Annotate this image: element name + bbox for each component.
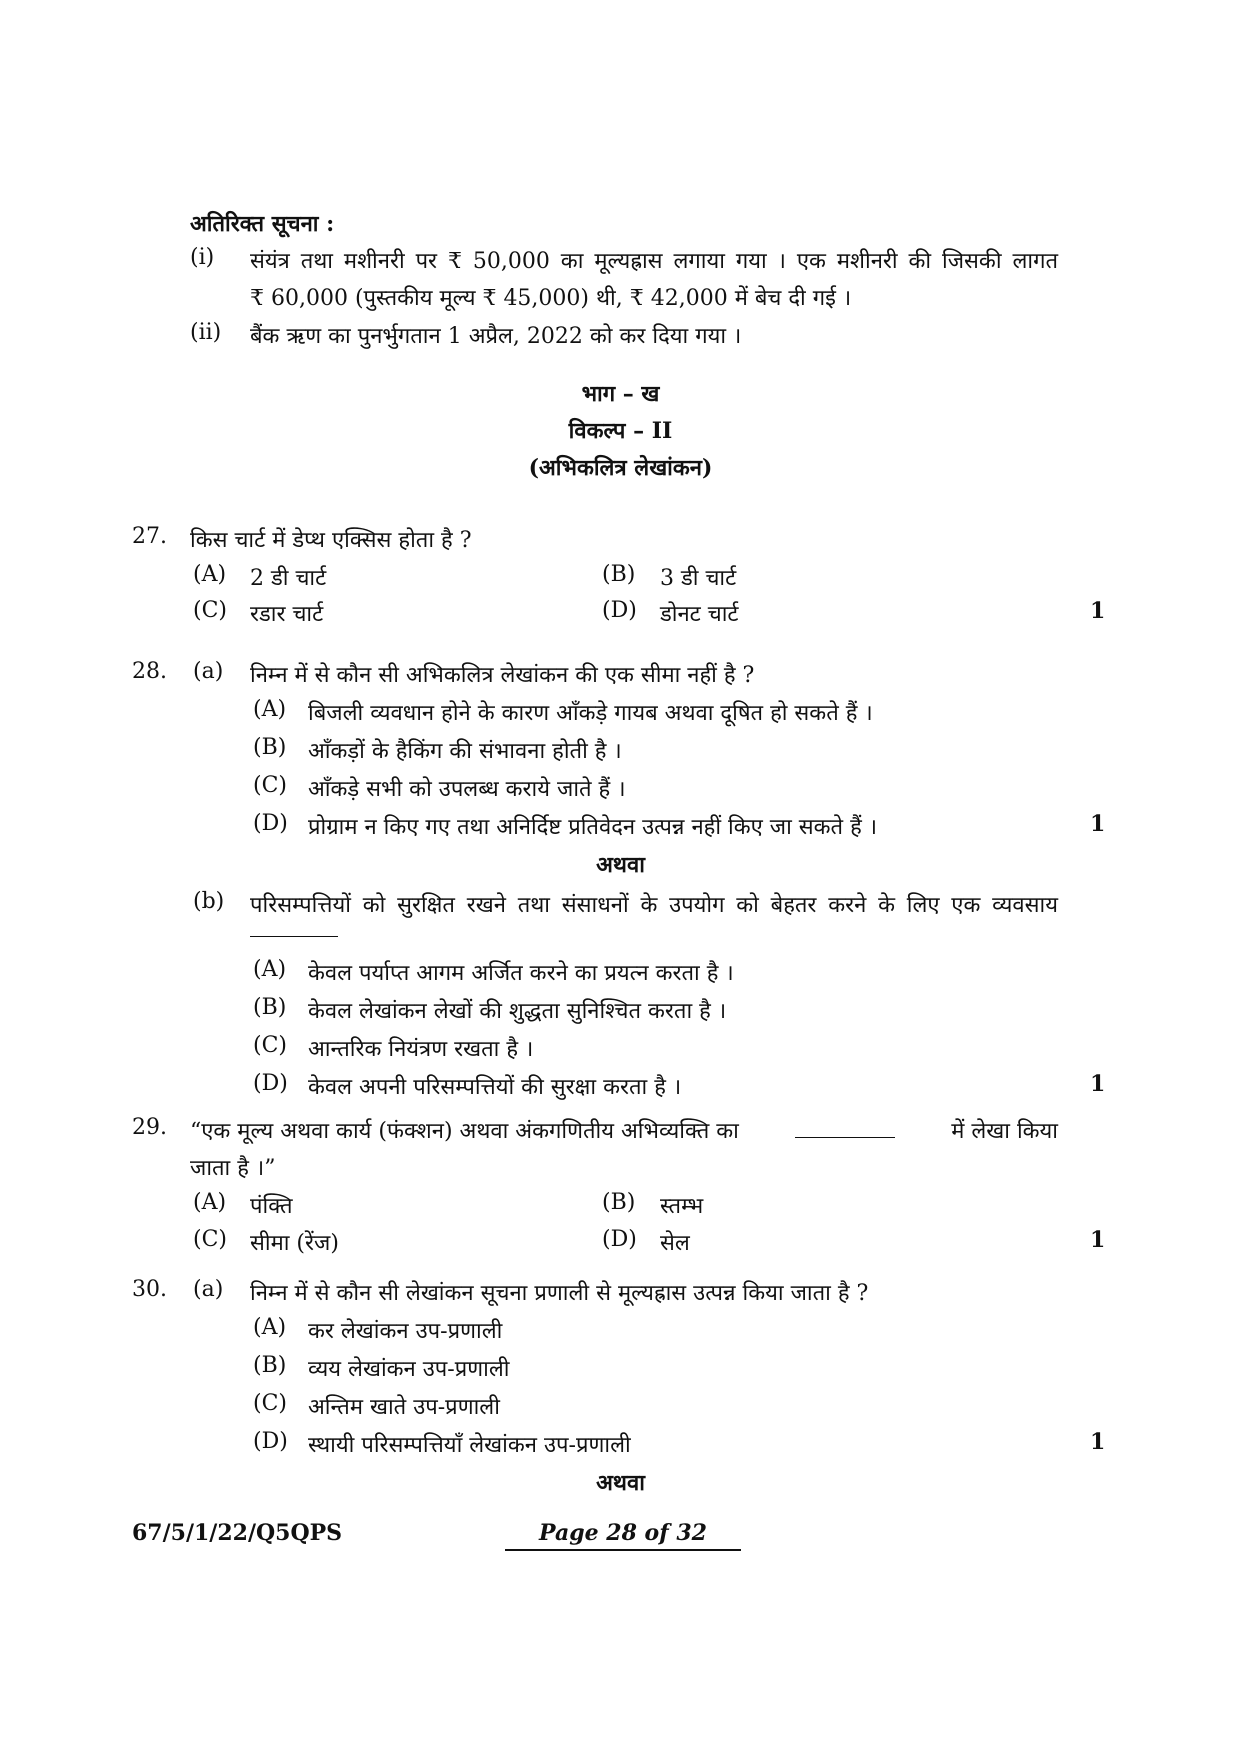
option-label: (C) xyxy=(253,1033,287,1058)
additional-info-heading: अतिरिक्त सूचना : xyxy=(190,211,335,237)
option-text: अन्तिम खाते उप-प्रणाली xyxy=(308,1395,500,1420)
question-number: 28. xyxy=(132,659,167,684)
marks: 1 xyxy=(1090,1071,1106,1097)
option-label: (D) xyxy=(253,1429,288,1454)
info-item-number: (i) xyxy=(190,245,215,270)
option-label: (C) xyxy=(253,773,287,798)
option-text: स्थायी परिसम्पत्तियाँ लेखांकन उप-प्रणाली xyxy=(308,1433,631,1458)
sub-question-label: (a) xyxy=(193,1277,224,1302)
paper-code: 67/5/1/22/Q5QPS xyxy=(132,1520,343,1546)
option-label: (B) xyxy=(253,995,287,1020)
option-text: कर लेखांकन उप-प्रणाली xyxy=(308,1319,503,1344)
option-text: पंक्ति xyxy=(250,1194,293,1219)
option-label: (B) xyxy=(602,562,636,587)
page-number: Page 28 of 32 xyxy=(505,1520,741,1551)
question-text: निम्न में से कौन सी लेखांकन सूचना प्रणाली से मूल्यह्रास उत्पन्न किया जाता है ? xyxy=(250,1281,869,1306)
option-label: (D) xyxy=(602,1227,637,1252)
option-text: बिजली व्यवधान होने के कारण आँकड़े गायब अथवा दूषित हो सकते हैं । xyxy=(308,701,873,726)
option-text: 2 डी चार्ट xyxy=(250,566,327,591)
question-text-after: में लेखा किया xyxy=(951,1119,1058,1144)
option-label: (C) xyxy=(193,1227,227,1252)
option-text: डोनट चार्ट xyxy=(660,602,739,627)
option-text: रडार चार्ट xyxy=(250,602,324,627)
option-label: (A) xyxy=(253,1315,287,1340)
option-text: केवल अपनी परिसम्पत्तियों की सुरक्षा करता है । xyxy=(308,1075,682,1100)
or-separator: अथवा xyxy=(596,852,645,878)
section-subject-heading: (अभिकलित्र लेखांकन) xyxy=(528,455,713,481)
question-text-continued: जाता है ।” xyxy=(190,1156,276,1181)
marks: 1 xyxy=(1090,811,1106,837)
section-option-heading: विकल्प – II xyxy=(568,418,673,444)
or-separator: अथवा xyxy=(596,1470,645,1496)
option-text: आन्तरिक नियंत्रण रखता है । xyxy=(308,1037,534,1062)
option-label: (B) xyxy=(253,1353,287,1378)
option-text: केवल लेखांकन लेखों की शुद्धता सुनिश्चित करता है । xyxy=(308,999,727,1024)
option-label: (A) xyxy=(193,1190,227,1215)
option-label: (C) xyxy=(193,598,227,623)
info-item-text-continued: ₹ 60,000 (पुस्तकीय मूल्य ₹ 45,000) थी, ₹ 42,000 में बेच दी गई । xyxy=(250,286,852,311)
marks: 1 xyxy=(1090,1429,1106,1455)
option-text: प्रोग्राम न किए गए तथा अनिर्दिष्ट प्रतिवेदन उत्पन्न नहीं किए जा सकते हैं । xyxy=(308,815,878,840)
question-text: किस चार्ट में डेप्थ एक्सिस होता है ? xyxy=(190,528,472,553)
option-label: (D) xyxy=(253,1071,288,1096)
marks: 1 xyxy=(1090,598,1106,624)
section-part-heading: भाग – ख xyxy=(581,381,660,407)
info-item-number: (ii) xyxy=(190,320,222,345)
option-label: (C) xyxy=(253,1391,287,1416)
question-text: निम्न में से कौन सी अभिकलित्र लेखांकन की एक सीमा नहीं है ? xyxy=(250,663,755,688)
option-text: स्तम्भ xyxy=(660,1194,704,1219)
option-text: आँकड़े सभी को उपलब्ध कराये जाते हैं । xyxy=(308,777,626,802)
option-label: (A) xyxy=(193,562,227,587)
answer-blank xyxy=(250,936,338,937)
question-number: 29. xyxy=(132,1115,167,1140)
info-item-text: बैंक ऋण का पुनर्भुगतान 1 अप्रैल, 2022 को कर दिया गया । xyxy=(250,324,742,349)
sub-question-label: (b) xyxy=(193,889,225,914)
answer-blank xyxy=(795,1115,895,1138)
option-label: (B) xyxy=(253,735,287,760)
option-label: (B) xyxy=(602,1190,636,1215)
option-text: सीमा (रेंज) xyxy=(250,1231,339,1256)
sub-question-label: (a) xyxy=(193,659,224,684)
option-text: 3 डी चार्ट xyxy=(660,566,737,591)
question-number: 30. xyxy=(132,1277,167,1302)
option-text: व्यय लेखांकन उप-प्रणाली xyxy=(308,1357,510,1382)
option-label: (A) xyxy=(253,697,287,722)
option-text: आँकड़ों के हैकिंग की संभावना होती है । xyxy=(308,739,622,764)
question-text: परिसम्पत्तियों को सुरक्षित रखने तथा संसाधनों के उपयोग को बेहतर करने के लिए एक व्यवसाय xyxy=(250,893,1058,918)
option-label: (D) xyxy=(602,598,637,623)
question-number: 27. xyxy=(132,524,167,549)
option-label: (D) xyxy=(253,811,288,836)
option-text: सेल xyxy=(660,1231,690,1256)
question-line xyxy=(190,1115,1058,1145)
marks: 1 xyxy=(1090,1227,1106,1253)
info-item-text: संयंत्र तथा मशीनरी पर ₹ 50,000 का मूल्यह्रास लगाया गया । एक मशीनरी की जिसकी लागत xyxy=(250,249,1058,274)
option-text: केवल पर्याप्त आगम अर्जित करने का प्रयत्न करता है । xyxy=(308,961,734,986)
option-label: (A) xyxy=(253,957,287,982)
question-text: “एक मूल्य अथवा कार्य (फंक्शन) अथवा अंकगणितीय अभिव्यक्ति का xyxy=(190,1119,739,1144)
